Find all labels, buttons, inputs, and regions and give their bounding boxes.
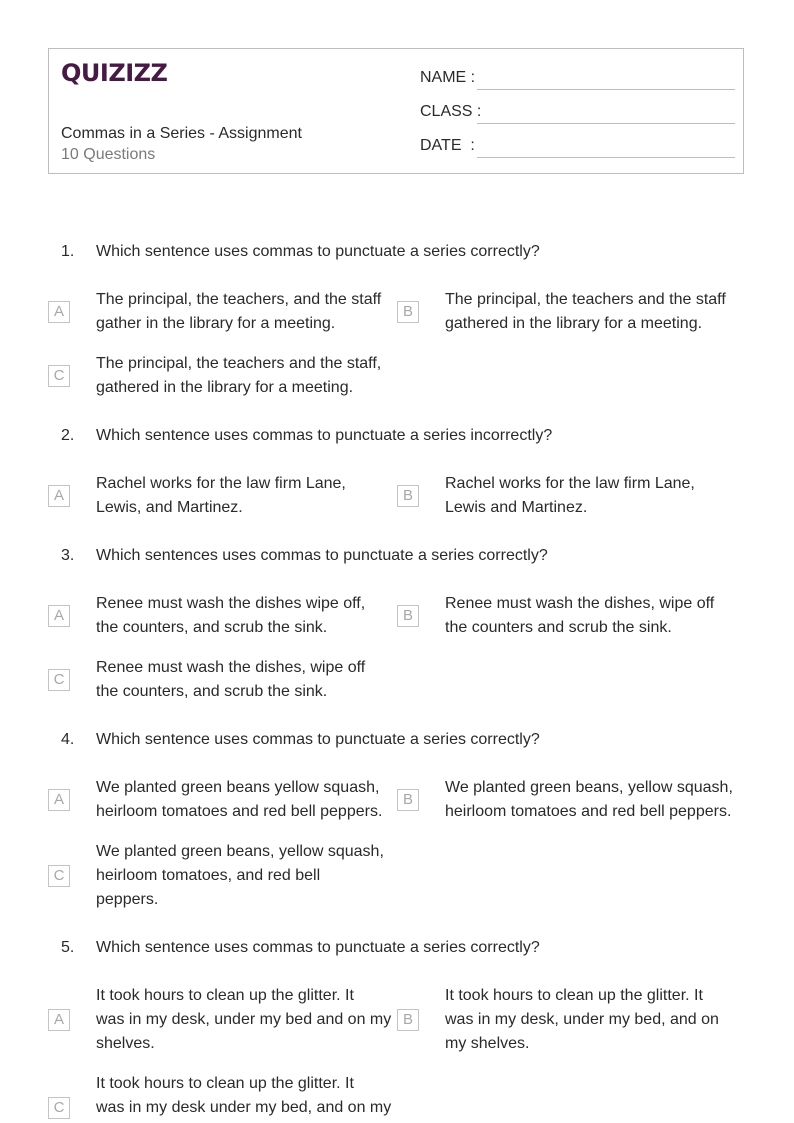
option-line: Rachel works for the law firm Lane, [96, 475, 346, 492]
worksheet-header [48, 48, 744, 174]
option-letter: C [48, 669, 70, 691]
option-line: the counters, and scrub the sink. [96, 619, 328, 636]
question-number: 2. [61, 427, 75, 444]
option-line: was in my desk under my bed, and on my [96, 1099, 392, 1116]
option-line: gathered in the library for a meeting. [445, 315, 703, 332]
date-label: DATE : [420, 137, 475, 154]
question-count: 10 Questions [61, 146, 156, 163]
option-line: was in my desk, under my bed, and on [445, 1011, 719, 1028]
question-number: 1. [61, 243, 75, 260]
question-text: Which sentence uses commas to punctuate a series correctly? [96, 243, 540, 260]
name-label: NAME : [420, 69, 476, 86]
question-text: Which sentence uses commas to punctuate a series correctly? [96, 939, 540, 956]
option-letter: B [397, 789, 419, 811]
option-letter: C [48, 865, 70, 887]
worksheet-title: Commas in a Series - Assignment [61, 125, 302, 142]
question-text: Which sentence uses commas to punctuate a series incorrectly? [96, 427, 553, 444]
class-label: CLASS : [420, 103, 482, 120]
option-line: heirloom tomatoes, and red bell [96, 867, 321, 884]
option-line: peppers. [96, 891, 159, 908]
option-line: Lewis, and Martinez. [96, 499, 243, 516]
date-line [477, 157, 735, 158]
option-letter: B [397, 301, 419, 323]
option-line: gathered in the library for a meeting. [96, 379, 354, 396]
option-line: The principal, the teachers and the staff [445, 291, 726, 308]
option-line: Renee must wash the dishes, wipe off [96, 659, 366, 676]
option-line: We planted green beans, yellow squash, [445, 779, 733, 796]
option-line: It took hours to clean up the glitter. It [96, 987, 354, 1004]
option-letter: A [48, 301, 70, 323]
question-text: Which sentences uses commas to punctuate a series correctly? [96, 547, 548, 564]
quizizz-logo: QUIZIZZ [61, 59, 168, 87]
option-line: gather in the library for a meeting. [96, 315, 336, 332]
option-line: Renee must wash the dishes, wipe off [445, 595, 715, 612]
question-text: Which sentence uses commas to punctuate a series correctly? [96, 731, 540, 748]
name-field[interactable] [420, 66, 735, 90]
question-number: 4. [61, 731, 75, 748]
option-letter: B [397, 1009, 419, 1031]
option-line: Rachel works for the law firm Lane, [445, 475, 695, 492]
option-letter: C [48, 365, 70, 387]
question-number: 5. [61, 939, 75, 956]
name-line [477, 89, 735, 90]
option-line: We planted green beans yellow squash, [96, 779, 380, 796]
option-line: my shelves. [445, 1035, 530, 1052]
question-number: 3. [61, 547, 75, 564]
option-line: The principal, the teachers and the staff, [96, 355, 382, 372]
option-line: heirloom tomatoes and red bell peppers. [96, 803, 383, 820]
option-line: shelves. [96, 1035, 155, 1052]
option-line: was in my desk, under my bed and on my [96, 1011, 392, 1028]
option-line: It took hours to clean up the glitter. It [96, 1075, 354, 1092]
option-line: It took hours to clean up the glitter. It [445, 987, 703, 1004]
date-field[interactable] [420, 134, 735, 158]
option-letter: A [48, 1009, 70, 1031]
option-line: Lewis and Martinez. [445, 499, 588, 516]
option-letter: A [48, 485, 70, 507]
option-line: Renee must wash the dishes wipe off, [96, 595, 366, 612]
option-letter: A [48, 605, 70, 627]
option-letter: B [397, 485, 419, 507]
option-line: heirloom tomatoes and red bell peppers. [445, 803, 732, 820]
option-letter: A [48, 789, 70, 811]
option-line: The principal, the teachers, and the staff [96, 291, 382, 308]
option-letter: C [48, 1097, 70, 1119]
option-letter: B [397, 605, 419, 627]
class-field[interactable] [420, 100, 735, 124]
option-line: the counters, and scrub the sink. [96, 683, 328, 700]
option-line: the counters and scrub the sink. [445, 619, 672, 636]
option-line: We planted green beans, yellow squash, [96, 843, 384, 860]
class-line [477, 123, 735, 124]
